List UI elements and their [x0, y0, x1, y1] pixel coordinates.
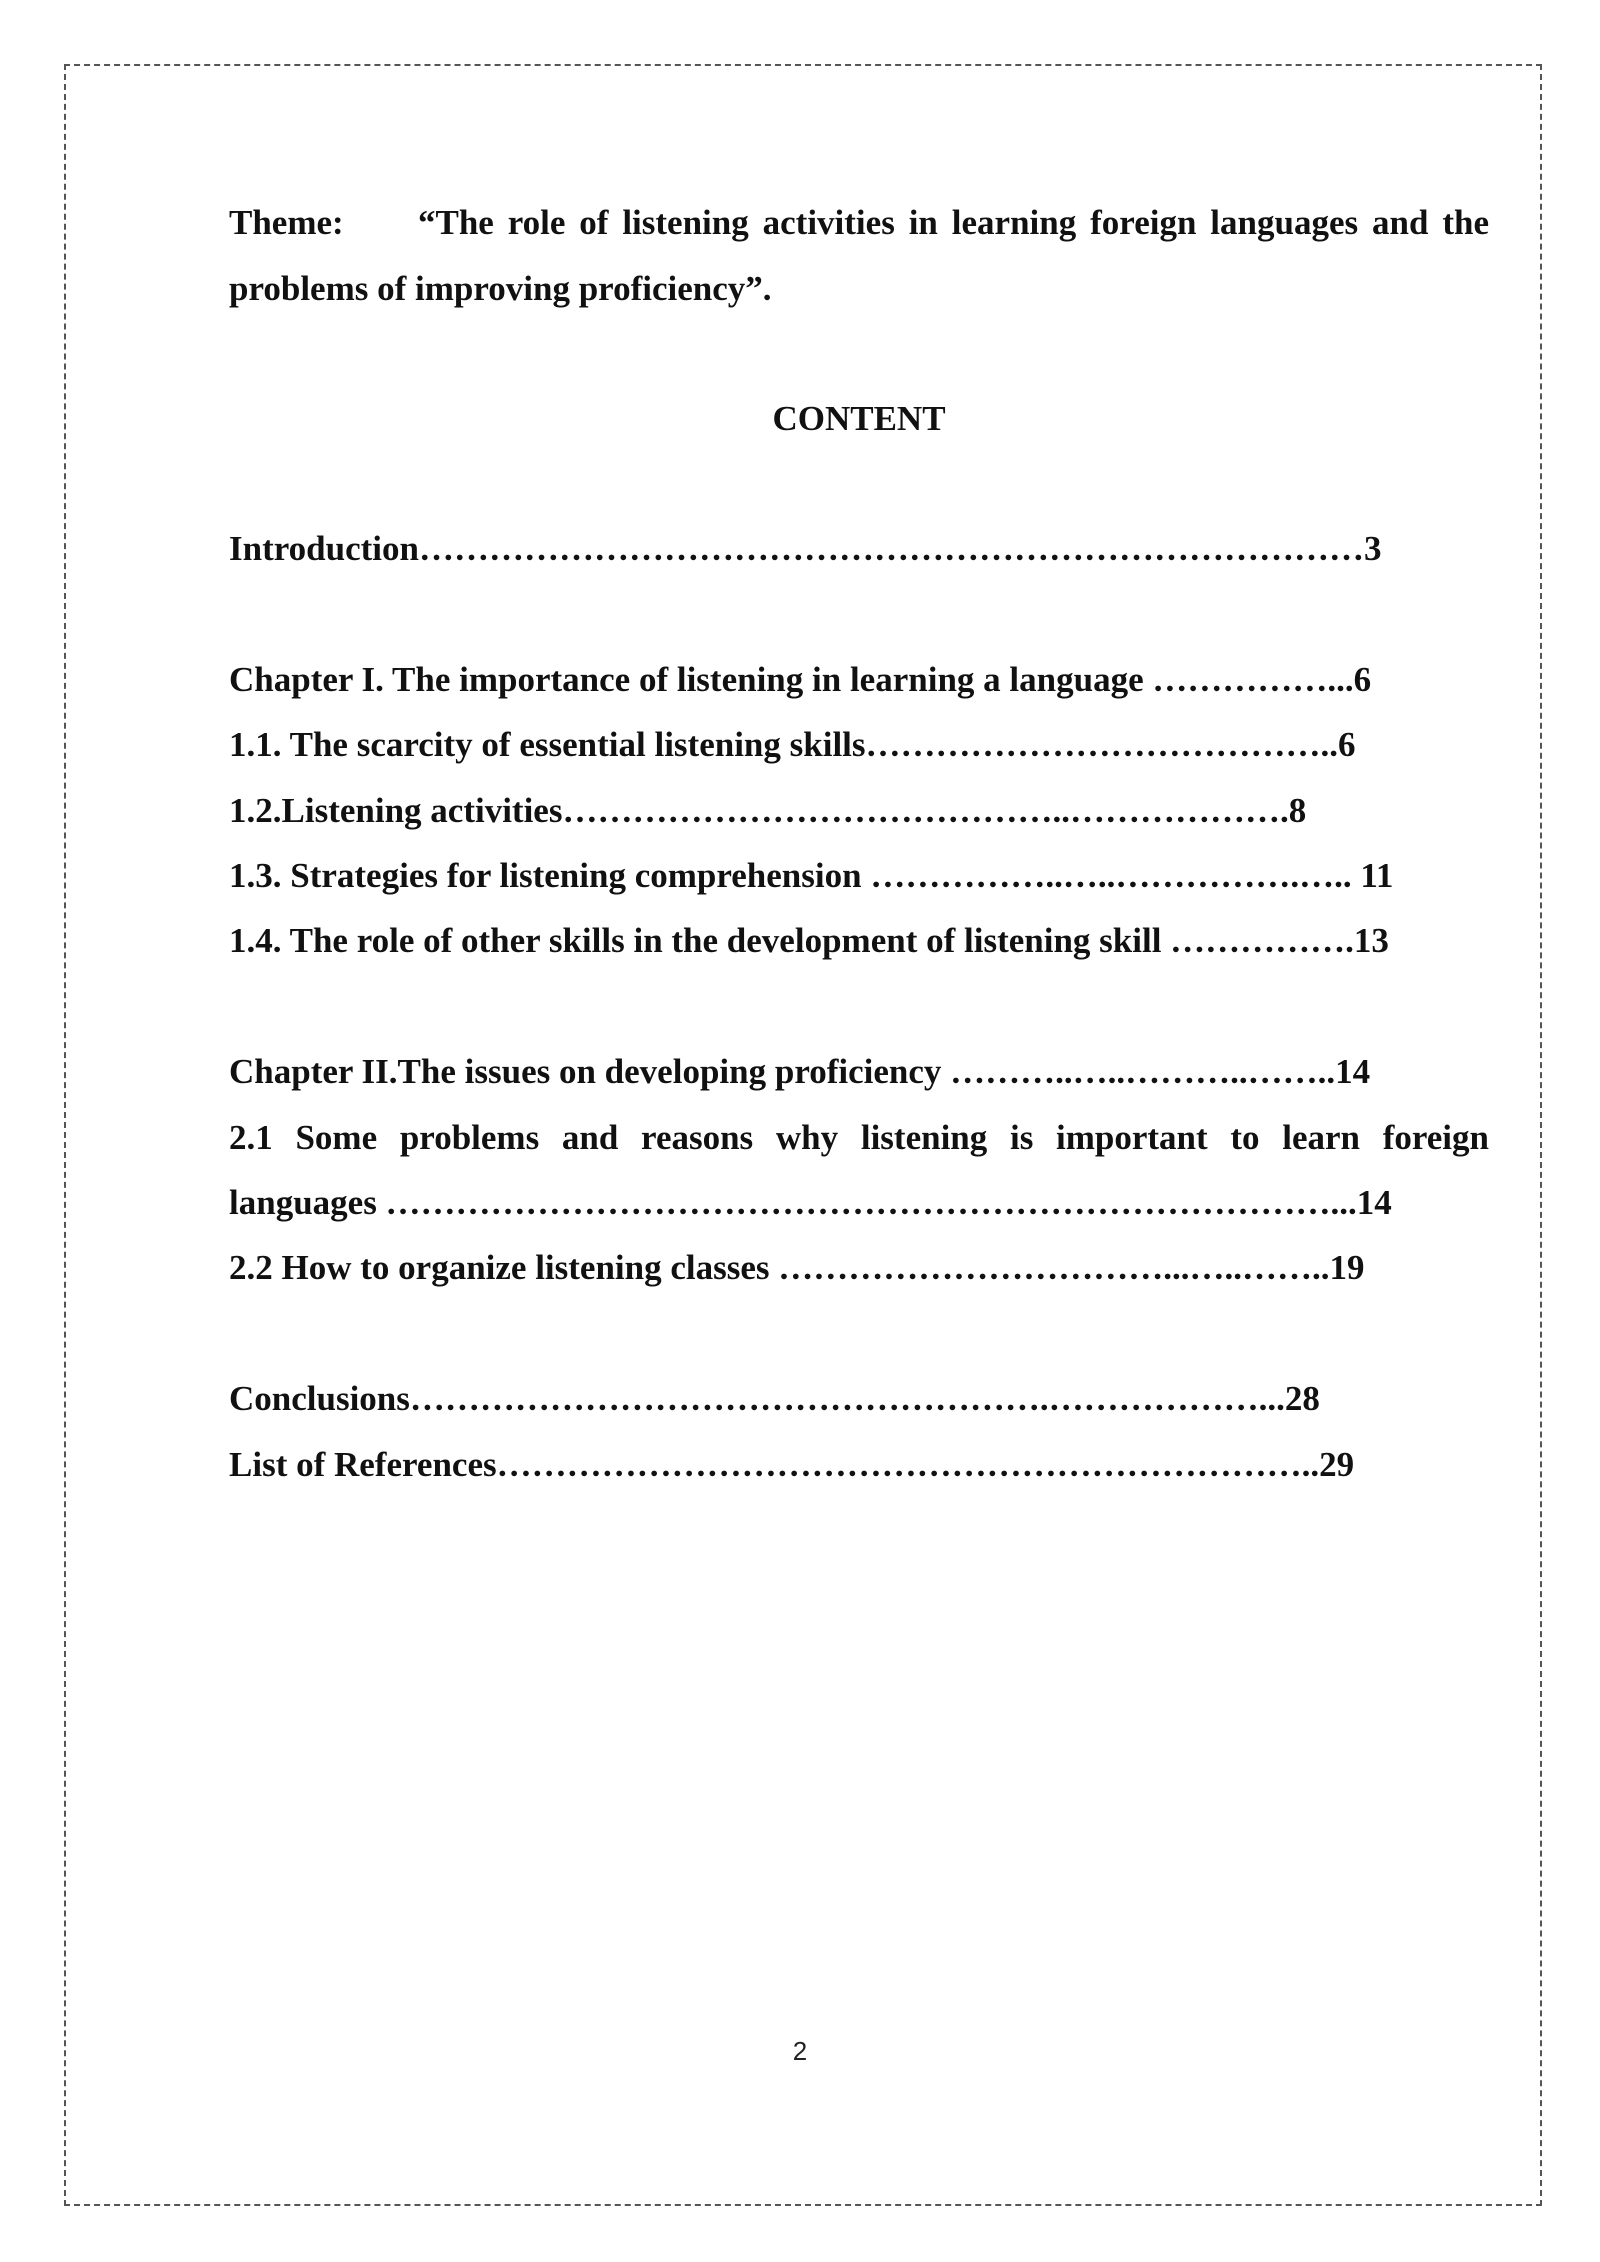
toc-item-1-3: 1.3. Strategies for listening comprehension ……………..…..…………….….. 11 — [229, 856, 1394, 896]
toc-item-1-4: 1.4. The role of other skills in the development of listening skill …………….13 — [229, 921, 1389, 961]
theme-title: “The role of listening activities in learning foreign languages and the problems of improving proficiency”. — [229, 203, 1489, 308]
toc-item-2-1-line1: 2.1 Some problems and reasons why listening is important to learn foreign — [229, 1117, 1489, 1157]
theme-block — [229, 190, 1489, 322]
toc-chapter-2: Chapter II.The issues on developing proficiency ………..…..………..……..14 — [229, 1052, 1371, 1092]
content-heading: CONTENT — [772, 399, 946, 438]
toc-references: List of References……………………………………………………………..29 — [229, 1444, 1355, 1484]
page-number: 2 — [792, 2036, 808, 2066]
toc-conclusions: Conclusions……………………………………………….………………...28 — [229, 1379, 1320, 1419]
theme-label: Theme: — [229, 203, 344, 242]
toc-item-2-2: 2.2 How to organize listening classes ……………………………...…..……..19 — [229, 1248, 1365, 1288]
toc-introduction: Introduction………………………………………………………………………3 — [229, 529, 1382, 568]
table-of-contents — [229, 516, 1489, 1497]
toc-item-2-1-line2: languages ………………………………………………………………………...14 — [229, 1183, 1392, 1223]
toc-item-1-2: 1.2.Listening activities……………………………………..……………….8 — [229, 790, 1307, 830]
toc-item-1-1: 1.1. The scarcity of essential listening skills…………………………………..6 — [229, 725, 1356, 765]
document-body — [229, 190, 1489, 1497]
toc-chapter-1: Chapter I. The importance of listening in learning a language ……………...6 — [229, 659, 1372, 699]
